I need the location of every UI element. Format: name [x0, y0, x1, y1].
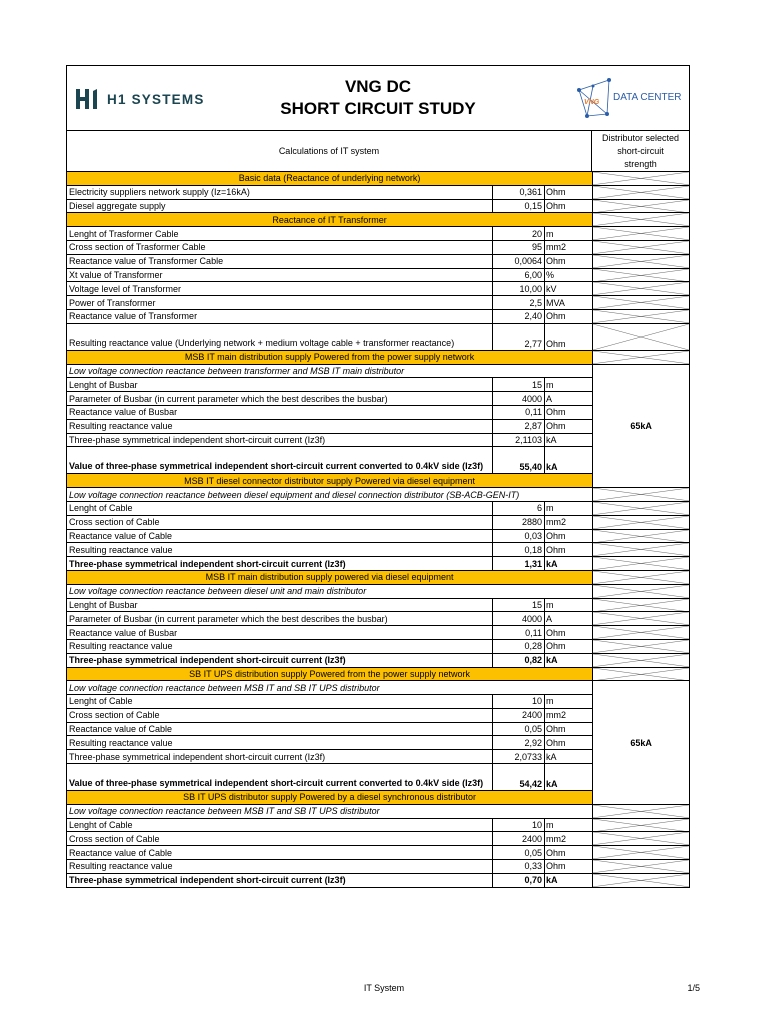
cross-mark-icon: [593, 530, 689, 543]
parameter-unit: MVA: [545, 296, 593, 310]
section-header-row: [67, 350, 689, 364]
table-row: [67, 598, 689, 612]
parameter-unit: kA: [545, 873, 593, 886]
parameter-value: 2880: [492, 515, 544, 529]
parameter-value: 0,70: [492, 873, 544, 886]
not-applicable-cell: [593, 557, 689, 571]
calculation-table: [67, 172, 689, 887]
parameter-value: 0,11: [492, 626, 544, 640]
parameter-value: 2400: [492, 708, 544, 722]
cross-mark-icon: [593, 832, 689, 845]
cross-mark-icon: [593, 516, 689, 529]
parameter-value: 0,82: [492, 653, 544, 667]
vng-small-text: VNG: [584, 99, 600, 106]
parameter-unit: Ohm: [545, 722, 593, 736]
cross-mark-icon: [593, 640, 689, 653]
cross-mark-icon: [593, 172, 689, 185]
table-row: [67, 529, 689, 543]
parameter-value: 0,15: [492, 199, 544, 213]
parameter-unit: Ohm: [545, 860, 593, 874]
not-applicable-cell: [593, 612, 689, 626]
parameter-label: Electricity suppliers network supply (Iz=16kA): [67, 185, 492, 199]
cross-mark-icon: [593, 654, 689, 667]
parameter-unit: Ohm: [545, 405, 593, 419]
table-row: [67, 612, 689, 626]
connection-description: Low voltage connection reactance between diesel equipment and diesel connection distributor (SB-ACB-GEN-IT): [67, 488, 593, 502]
parameter-label: Lenght of Trasformer Cable: [67, 227, 492, 241]
parameter-unit: kV: [545, 282, 593, 296]
section-header-row: [67, 570, 689, 584]
cross-mark-icon: [593, 557, 689, 570]
table-row: [67, 185, 689, 199]
title-line1: VNG DC: [344, 77, 412, 96]
parameter-label: Reactance value of Busbar: [67, 626, 492, 640]
connection-description: Low voltage connection reactance between MSB IT and SB IT UPS distributor: [67, 804, 593, 818]
table-row: [67, 501, 689, 515]
table-row: [67, 309, 689, 323]
cross-mark-icon: [593, 860, 689, 873]
section-title: Reactance of IT Transformer: [67, 213, 593, 227]
parameter-label: Resulting reactance value: [67, 860, 492, 874]
header-line: Distributor selected: [601, 133, 680, 143]
parameter-unit: mm2: [545, 240, 593, 254]
parameter-value: 0,33: [492, 860, 544, 874]
parameter-unit: m: [545, 227, 593, 241]
not-applicable-cell: [593, 860, 689, 874]
not-applicable-cell: [593, 626, 689, 640]
parameter-unit: A: [545, 612, 593, 626]
parameter-value: 0,05: [492, 722, 544, 736]
cross-mark-icon: [593, 255, 689, 268]
table-row: [67, 873, 689, 886]
not-applicable-cell: [593, 543, 689, 557]
table-row: [67, 240, 689, 254]
distributor-strength-value: 65kA: [593, 681, 689, 805]
parameter-label: Cross section of Cable: [67, 708, 492, 722]
parameter-label: Voltage level of Transformer: [67, 282, 492, 296]
distributor-strength-header: [592, 131, 689, 171]
parameter-label: Lenght of Busbar: [67, 378, 492, 392]
not-applicable-cell: [593, 584, 689, 598]
parameter-unit: kA: [545, 557, 593, 571]
parameter-label: Lenght of Cable: [67, 501, 492, 515]
parameter-value: 2,40: [492, 309, 544, 323]
title-line2: SHORT CIRCUIT STUDY: [280, 99, 476, 118]
table-row: [67, 557, 689, 571]
not-applicable-cell: [593, 639, 689, 653]
parameter-value: 54,42: [492, 764, 544, 791]
table-row: [67, 626, 689, 640]
cross-mark-icon: [593, 282, 689, 295]
parameter-unit: mm2: [545, 708, 593, 722]
cross-mark-icon: [593, 200, 689, 213]
document-header: [67, 66, 689, 131]
parameter-value: 0,03: [492, 529, 544, 543]
parameter-value: 20: [492, 227, 544, 241]
parameter-label: Power of Transformer: [67, 296, 492, 310]
parameter-label: Parameter of Busbar (in current parameter which the best describes the busbar): [67, 392, 492, 406]
cross-mark-icon: [593, 612, 689, 625]
section-header-row: [67, 667, 689, 681]
parameter-value: 2,1103: [492, 433, 544, 447]
parameter-value: 95: [492, 240, 544, 254]
cross-mark-icon: [593, 186, 689, 199]
parameter-label: Reactance value of Transformer Cable: [67, 254, 492, 268]
cross-mark-icon: [593, 599, 689, 612]
parameter-unit: kA: [545, 447, 593, 474]
cross-mark-icon: [593, 502, 689, 515]
table-row: [67, 268, 689, 282]
table-row: [67, 639, 689, 653]
section-title: MSB IT main distribution supply powered via diesel equipment: [67, 570, 593, 584]
parameter-label: Resulting reactance value: [67, 543, 492, 557]
parameter-value: 2,77: [492, 323, 544, 350]
header-line: short-circuit: [617, 146, 664, 156]
cross-mark-icon: [593, 213, 689, 226]
cross-mark-icon: [593, 626, 689, 639]
footer-page-number: 1/5: [687, 983, 700, 993]
connection-description: Low voltage connection reactance between MSB IT and SB IT UPS distributor: [67, 681, 593, 695]
table-row: [67, 860, 689, 874]
section-title: SB IT UPS distribution supply Powered from the power supply network: [67, 667, 593, 681]
parameter-label: Three-phase symmetrical independent short-circuit current (Iz3f): [67, 653, 492, 667]
parameter-unit: Ohm: [545, 543, 593, 557]
not-applicable-cell: [593, 667, 689, 681]
parameter-label: Reactance value of Cable: [67, 722, 492, 736]
footer-sheet-name: IT System: [363, 983, 405, 993]
parameter-value: 0,361: [492, 185, 544, 199]
not-applicable-cell: [593, 873, 689, 886]
parameter-label: Three-phase symmetrical independent short-circuit current (Iz3f): [67, 557, 492, 571]
parameter-unit: m: [545, 378, 593, 392]
cross-mark-icon: [593, 805, 689, 818]
parameter-unit: kA: [545, 653, 593, 667]
parameter-unit: Ohm: [545, 419, 593, 433]
calculation-sheet: [66, 65, 690, 888]
not-applicable-cell: [593, 598, 689, 612]
header-line: strength: [624, 159, 657, 169]
connection-description-row: [67, 488, 689, 502]
cross-mark-icon: [593, 296, 689, 309]
parameter-value: 0,11: [492, 405, 544, 419]
distributor-strength-value: 65kA: [593, 364, 689, 488]
parameter-unit: Ohm: [545, 626, 593, 640]
not-applicable-cell: [593, 227, 689, 241]
parameter-label: Cross section of Trasformer Cable: [67, 240, 492, 254]
parameter-value: 2400: [492, 832, 544, 846]
parameter-value: 0,18: [492, 543, 544, 557]
not-applicable-cell: [593, 240, 689, 254]
not-applicable-cell: [593, 323, 689, 350]
parameter-unit: mm2: [545, 832, 593, 846]
parameter-unit: Ohm: [545, 639, 593, 653]
section-title: MSB IT diesel connector distributor supply Powered via diesel equipment: [67, 474, 593, 488]
section-title: Basic data (Reactance of underlying network): [67, 172, 593, 185]
parameter-value: 4000: [492, 612, 544, 626]
parameter-label: Reactance value of Busbar: [67, 405, 492, 419]
not-applicable-cell: [593, 818, 689, 832]
cross-mark-icon: [593, 585, 689, 598]
parameter-unit: Ohm: [545, 736, 593, 750]
parameter-label: Reactance value of Cable: [67, 529, 492, 543]
parameter-value: 15: [492, 598, 544, 612]
not-applicable-cell: [593, 832, 689, 846]
cross-mark-icon: [593, 488, 689, 501]
not-applicable-cell: [593, 282, 689, 296]
section-title: SB IT UPS distributor supply Powered by a diesel synchronous distributor: [67, 791, 593, 805]
parameter-value: 6: [492, 501, 544, 515]
cross-mark-icon: [593, 874, 689, 887]
parameter-value: 10: [492, 695, 544, 709]
not-applicable-cell: [593, 309, 689, 323]
parameter-unit: m: [545, 818, 593, 832]
connection-description-row: [67, 584, 689, 598]
table-row: [67, 227, 689, 241]
parameter-label: Resulting reactance value: [67, 639, 492, 653]
table-row: [67, 323, 689, 350]
parameter-label: Diesel aggregate supply: [67, 199, 492, 213]
parameter-unit: Ohm: [545, 323, 593, 350]
parameter-value: 2,92: [492, 736, 544, 750]
not-applicable-cell: [593, 172, 689, 185]
table-row: [67, 653, 689, 667]
subtitle: Calculations of IT system: [67, 131, 592, 171]
table-row: [67, 846, 689, 860]
parameter-label: Value of three-phase symmetrical independent short-circuit current converted to 0.4kV side (Iz3f): [67, 764, 492, 791]
not-applicable-cell: [593, 804, 689, 818]
parameter-value: 0,05: [492, 846, 544, 860]
parameter-label: Cross section of Cable: [67, 832, 492, 846]
parameter-label: Reactance value of Transformer: [67, 309, 492, 323]
not-applicable-cell: [593, 488, 689, 502]
parameter-value: 55,40: [492, 447, 544, 474]
cross-mark-icon: [593, 571, 689, 584]
cross-mark-icon: [593, 310, 689, 323]
parameter-unit: m: [545, 598, 593, 612]
parameter-label: Xt value of Transformer: [67, 268, 492, 282]
parameter-label: Three-phase symmetrical independent short-circuit current (Iz3f): [67, 750, 492, 764]
parameter-label: Lenght of Cable: [67, 818, 492, 832]
parameter-value: 10: [492, 818, 544, 832]
connection-description: Low voltage connection reactance between transformer and MSB IT main distributor: [67, 364, 593, 378]
section-title: MSB IT main distribution supply Powered from the power supply network: [67, 350, 593, 364]
not-applicable-cell: [593, 296, 689, 310]
cross-mark-icon: [593, 227, 689, 240]
not-applicable-cell: [593, 350, 689, 364]
not-applicable-cell: [593, 185, 689, 199]
not-applicable-cell: [593, 213, 689, 227]
parameter-label: Resulting reactance value (Underlying network + medium voltage cable + transformer reactance): [67, 323, 492, 350]
parameter-label: Parameter of Busbar (in current parameter which the best describes the busbar): [67, 612, 492, 626]
parameter-unit: mm2: [545, 515, 593, 529]
parameter-label: Cross section of Cable: [67, 515, 492, 529]
parameter-value: 1,31: [492, 557, 544, 571]
cross-mark-icon: [593, 351, 689, 364]
connection-description: Low voltage connection reactance between diesel unit and main distributor: [67, 584, 593, 598]
connection-description-row: [67, 681, 689, 695]
parameter-unit: Ohm: [545, 846, 593, 860]
parameter-label: Three-phase symmetrical independent short-circuit current (Iz3f): [67, 433, 492, 447]
parameter-value: 6,00: [492, 268, 544, 282]
table-row: [67, 515, 689, 529]
parameter-unit: kA: [545, 433, 593, 447]
not-applicable-cell: [593, 199, 689, 213]
cross-mark-icon: [593, 269, 689, 282]
not-applicable-cell: [593, 529, 689, 543]
parameter-value: 2,0733: [492, 750, 544, 764]
table-row: [67, 818, 689, 832]
not-applicable-cell: [593, 846, 689, 860]
connection-description-row: [67, 364, 689, 378]
not-applicable-cell: [593, 254, 689, 268]
parameter-unit: kA: [545, 764, 593, 791]
parameter-label: Lenght of Cable: [67, 695, 492, 709]
table-row: [67, 296, 689, 310]
table-row: [67, 282, 689, 296]
not-applicable-cell: [593, 515, 689, 529]
parameter-value: 10,00: [492, 282, 544, 296]
h1-logo-text: H1 SYSTEMS: [107, 91, 205, 107]
table-row: [67, 199, 689, 213]
parameter-unit: Ohm: [545, 254, 593, 268]
column-header: [67, 131, 689, 172]
not-applicable-cell: [593, 501, 689, 515]
not-applicable-cell: [593, 268, 689, 282]
parameter-label: Three-phase symmetrical independent short-circuit current (Iz3f): [67, 873, 492, 886]
cross-mark-icon: [593, 668, 689, 681]
parameter-unit: kA: [545, 750, 593, 764]
parameter-label: Lenght of Busbar: [67, 598, 492, 612]
section-header-row: [67, 172, 689, 185]
parameter-unit: m: [545, 695, 593, 709]
cross-mark-icon: [593, 846, 689, 859]
not-applicable-cell: [593, 570, 689, 584]
vng-data-center-logo: [573, 76, 683, 122]
parameter-label: Resulting reactance value: [67, 419, 492, 433]
cross-mark-icon: [593, 819, 689, 832]
parameter-label: Reactance value of Cable: [67, 846, 492, 860]
parameter-unit: A: [545, 392, 593, 406]
parameter-unit: m: [545, 501, 593, 515]
vng-logo-text: DATA CENTER: [613, 92, 682, 103]
parameter-value: 0,0064: [492, 254, 544, 268]
table-row: [67, 832, 689, 846]
not-applicable-cell: [593, 653, 689, 667]
section-header-row: [67, 213, 689, 227]
parameter-value: 15: [492, 378, 544, 392]
parameter-unit: Ohm: [545, 185, 593, 199]
cross-mark-icon: [593, 543, 689, 556]
parameter-value: 2,87: [492, 419, 544, 433]
table-row: [67, 543, 689, 557]
parameter-label: Value of three-phase symmetrical independent short-circuit current converted to 0.4kV side (Iz3f): [67, 447, 492, 474]
parameter-label: Resulting reactance value: [67, 736, 492, 750]
parameter-unit: Ohm: [545, 529, 593, 543]
cross-mark-icon: [593, 324, 689, 350]
parameter-value: 0,28: [492, 639, 544, 653]
parameter-unit: Ohm: [545, 309, 593, 323]
parameter-value: 4000: [492, 392, 544, 406]
parameter-value: 2,5: [492, 296, 544, 310]
parameter-unit: Ohm: [545, 199, 593, 213]
table-row: [67, 254, 689, 268]
cross-mark-icon: [593, 241, 689, 254]
parameter-unit: %: [545, 268, 593, 282]
connection-description-row: [67, 804, 689, 818]
